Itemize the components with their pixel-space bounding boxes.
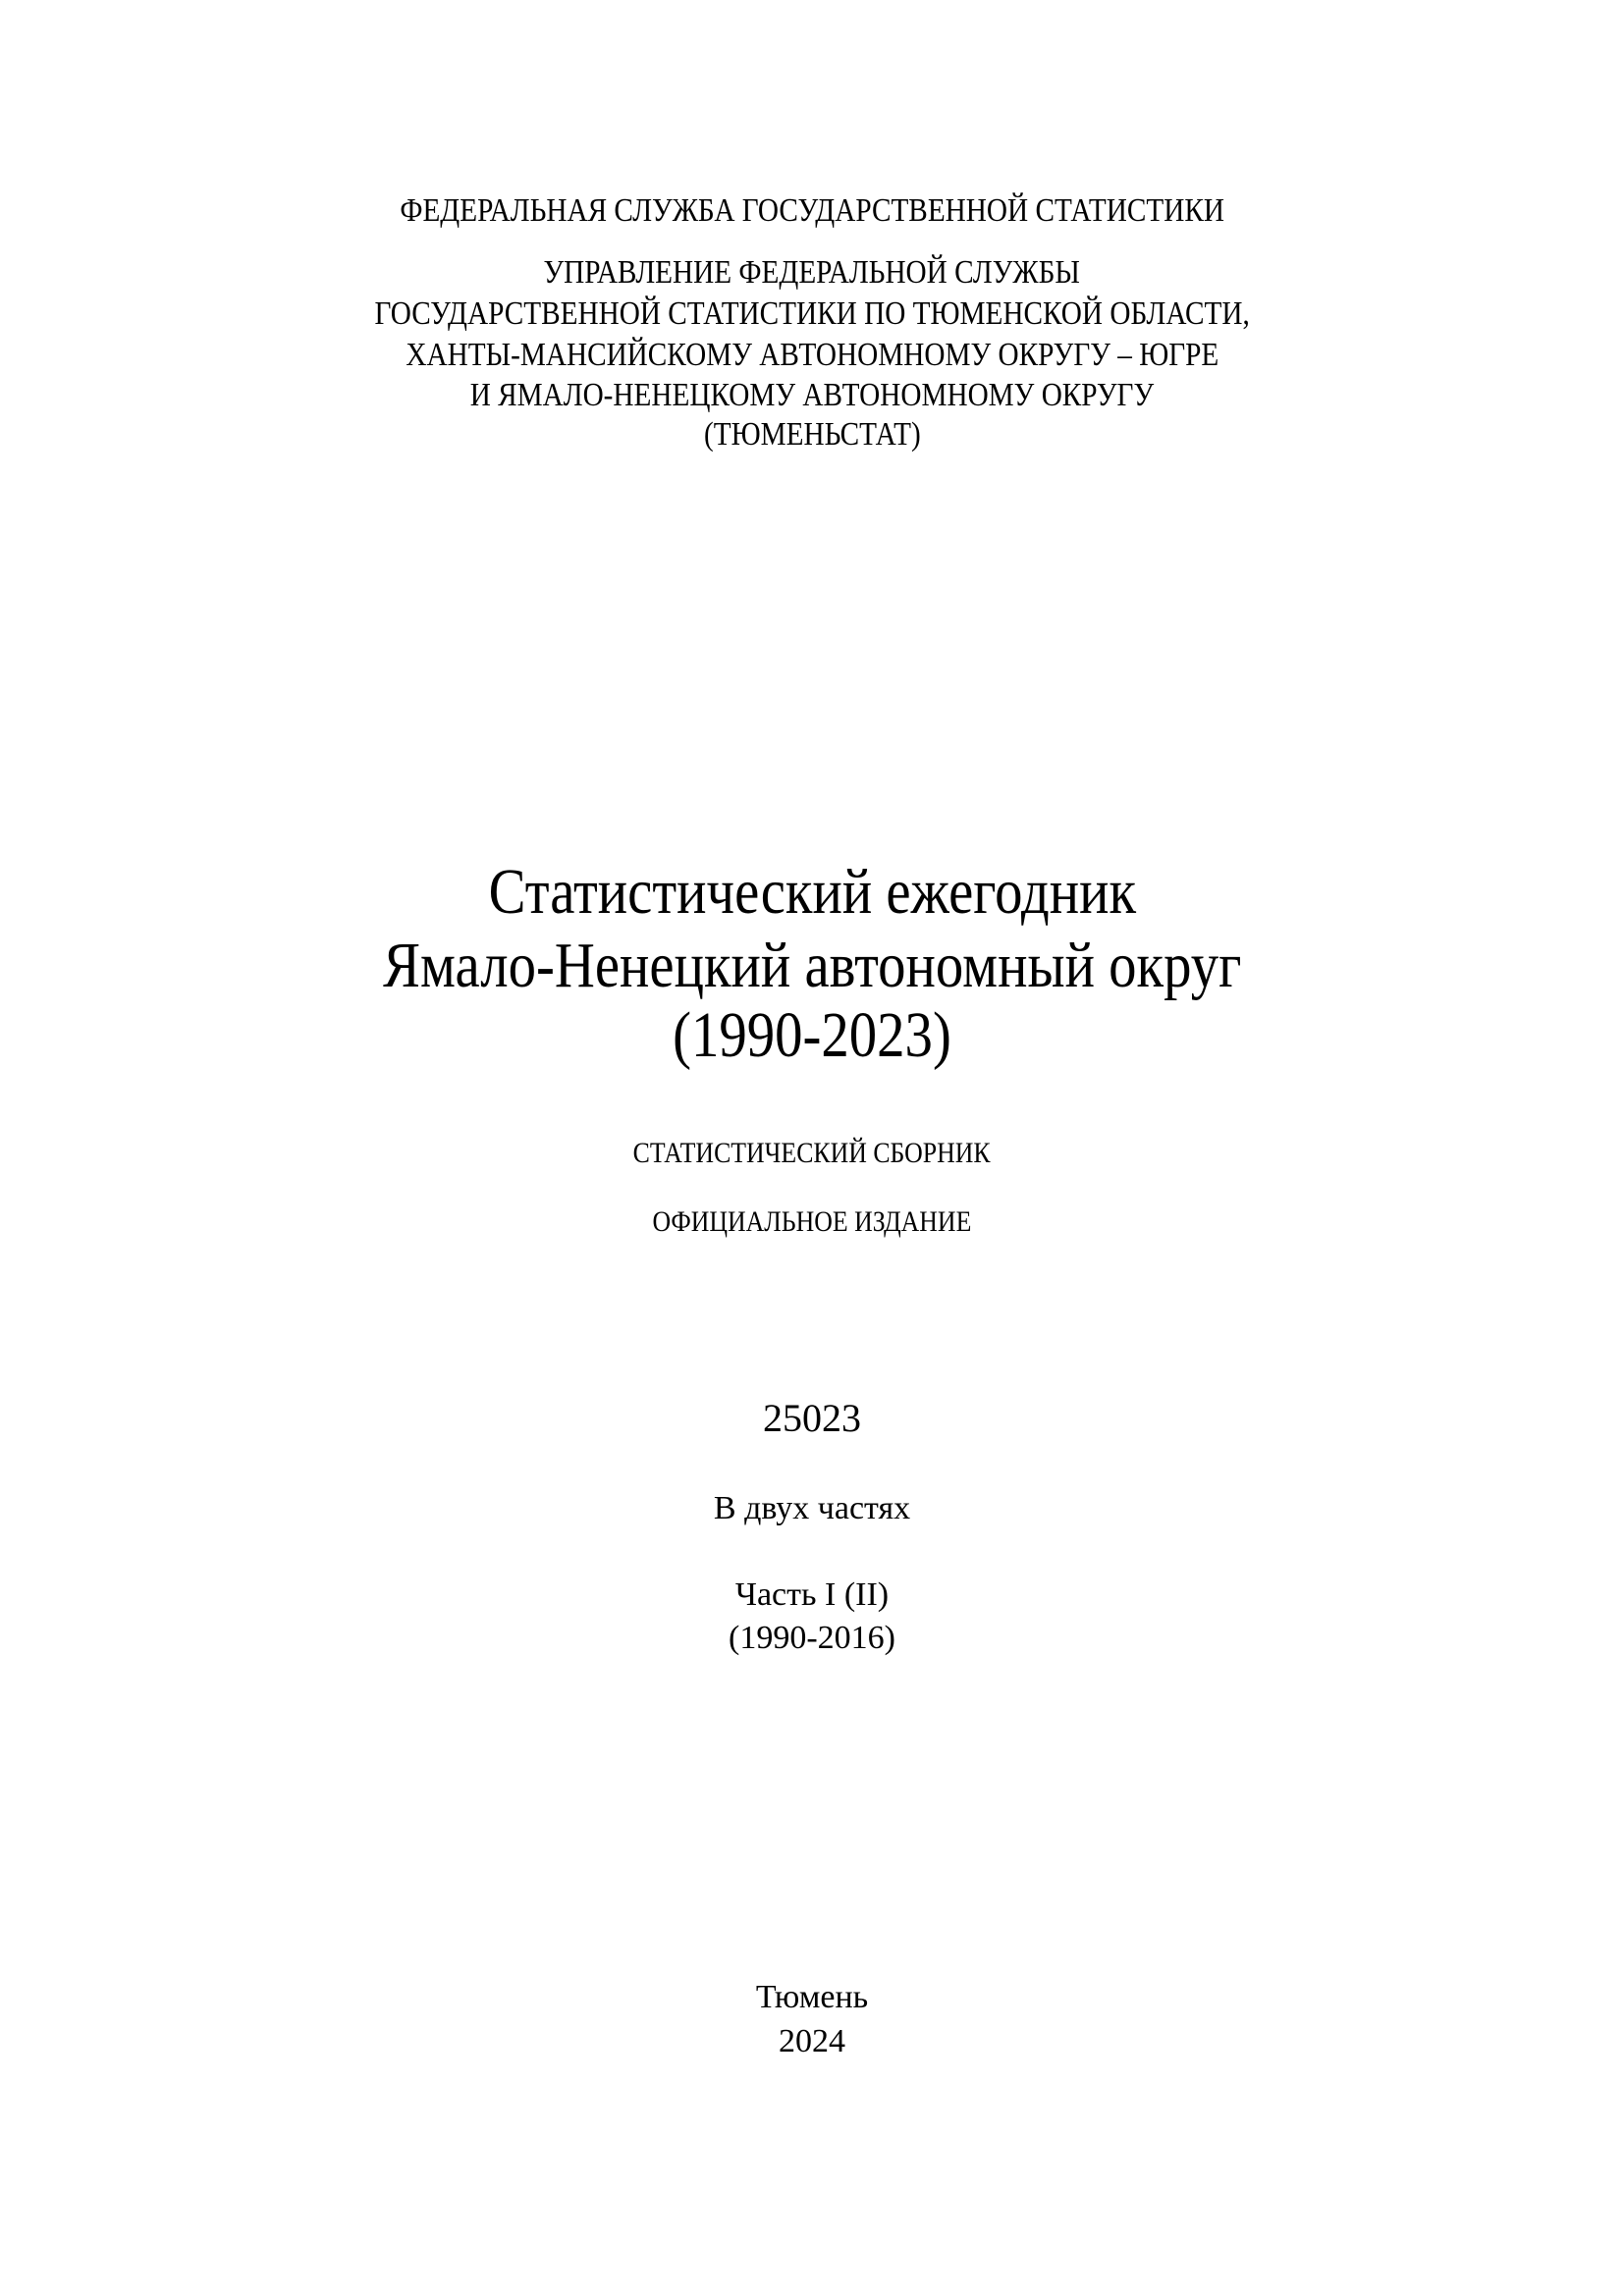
part-period: (1990-2016) bbox=[729, 1620, 895, 1656]
office-line bbox=[0, 418, 1624, 452]
title-line-text: Ямало-Ненецкий автономный округ bbox=[382, 930, 1242, 1001]
office-line bbox=[0, 379, 1624, 412]
title-line bbox=[0, 999, 1624, 1071]
agency-name bbox=[0, 194, 1624, 228]
publication-code: 25023 bbox=[763, 1396, 861, 1440]
title-line-text: (1990-2023) bbox=[673, 999, 951, 1071]
title-line bbox=[0, 856, 1624, 928]
office-line-text: ХАНТЫ-МАНСИЙСКОМУ АВТОНОМНОМУ ОКРУГУ – ЮГРЕ bbox=[406, 337, 1218, 373]
agency-name-text: ФЕДЕРАЛЬНАЯ СЛУЖБА ГОСУДАРСТВЕННОЙ СТАТИСТИКИ bbox=[400, 192, 1224, 229]
edition-type-text: ОФИЦИАЛЬНОЕ ИЗДАНИЕ bbox=[652, 1205, 972, 1238]
collection-type-text: СТАТИСТИЧЕСКИЙ СБОРНИК bbox=[632, 1137, 991, 1169]
title-line-text: Статистический ежегодник bbox=[488, 856, 1136, 928]
part-label: Часть I (II) bbox=[734, 1576, 890, 1613]
office-line bbox=[0, 256, 1624, 290]
office-line bbox=[0, 339, 1624, 372]
parts-note: В двух частях bbox=[713, 1490, 911, 1526]
office-line-text: УПРАВЛЕНИЕ ФЕДЕРАЛЬНОЙ СЛУЖБЫ bbox=[543, 254, 1081, 291]
title-line bbox=[0, 930, 1624, 1001]
imprint-year: 2024 bbox=[779, 2023, 845, 2059]
office-line bbox=[0, 297, 1624, 331]
collection-type bbox=[0, 1139, 1624, 1168]
office-line-text: И ЯМАЛО-НЕНЕЦКОМУ АВТОНОМНОМУ ОКРУГУ bbox=[469, 377, 1155, 413]
office-line-text: (ТЮМЕНЬСТАТ) bbox=[703, 416, 921, 453]
edition-type bbox=[0, 1207, 1624, 1237]
office-line-text: ГОСУДАРСТВЕННОЙ СТАТИСТИКИ ПО ТЮМЕНСКОЙ ОБЛАСТИ, bbox=[374, 295, 1250, 332]
imprint-city: Тюмень bbox=[755, 1979, 869, 2015]
